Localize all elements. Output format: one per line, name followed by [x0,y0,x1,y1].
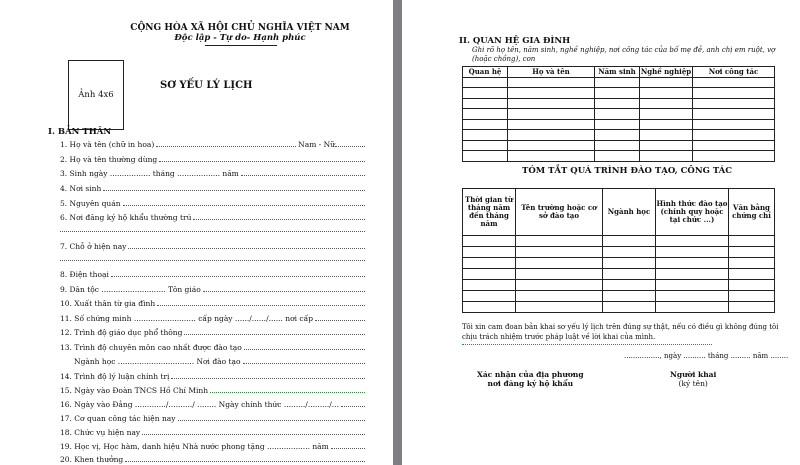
training-table [462,188,775,313]
field-label: 3. Sinh ngày ................. tháng .................. năm [60,169,239,178]
field-row [60,267,365,279]
field-row [60,210,365,222]
field-tail: Nam - Nữ [298,140,335,149]
column-header: Nơi công tác [693,67,775,78]
section-heading-training: TÓM TẮT QUÁ TRÌNH ĐÀO TẠO, CÔNG TÁC [522,166,733,176]
republic-heading: CỘNG HÒA XÃ HỘI CHỦ NGHĨA VIỆT NAM [130,23,350,33]
field-row [60,166,365,178]
column-header: Ngành học [603,189,656,236]
motto: Độc lập - Tự do- Hạnh phúc [174,33,306,43]
field-row [60,452,365,464]
declarer-title: Người khai [670,370,717,379]
field-row [60,239,365,251]
photo-label: Ảnh 4x6 [78,90,114,100]
local-confirmation [477,370,584,388]
field-row [60,340,365,352]
field-row [60,369,365,381]
field-label: 18. Chức vụ hiện nay [60,428,141,437]
field-label: 7. Chỗ ở hiện nay [60,242,127,251]
table-row [463,109,775,120]
commitment-statement: Tôi xin cam đoan bản khai sơ yếu lý lịch trên đúng sự thật, nếu có điều gì không đúng tôi chịu trách nhiệm trước pháp luật về lời khai của mình. [462,323,779,341]
column-header: Quan hệ [463,67,508,78]
photo-placeholder [68,60,124,130]
column-header: Thời gian từ tháng năm đến tháng năm [463,189,516,236]
column-header: Tên trường hoặc cơ sở đào tạo [516,189,603,236]
field-label: 14. Trình độ lý luận chính trị [60,372,170,381]
document-title: SƠ YẾU LÝ LỊCH [160,80,253,91]
field-label: 15. Ngày vào Đoàn TNCS Hồ Chí Minh [60,386,209,395]
date-line: ................, ngày .......... tháng ......... năm ........ [624,352,789,360]
table-header-row [463,67,775,78]
table-row [463,291,775,302]
field-label: 16. Ngày vào Đảng ............./........../ ........ Ngày chính thức ........./........./... [60,400,339,409]
table-row [463,269,775,280]
field-label: 11. Số chứng minh .......................... cấp ngày ....../....../...... nơi cấp [60,314,314,323]
field-row [60,383,365,395]
table-row [463,302,775,313]
table-row [463,98,775,109]
field-row [60,311,365,323]
continuation-line [60,259,365,261]
column-header: Hình thức đào tạo (chính quy hoặc tại chức ...) [656,189,729,236]
motto-underline [205,45,277,46]
table-row [463,140,775,151]
field-label: 13. Trình độ chuyên môn cao nhất được đào tạo [60,343,242,352]
field-label: 6. Nơi đăng ký hộ khẩu thường trú [60,213,192,222]
table-row [463,280,775,291]
field-label: 20. Khen thưởng [60,455,124,464]
column-header: Văn bằng chứng chỉ [729,189,775,236]
confirm-line-1: Xác nhận của địa phương [477,370,584,379]
field-label: Ngành học ................................ Nơi đào tạo [74,357,241,366]
field-label: 8. Điện thoại [60,270,109,279]
field-label: 19. Học vị, Học hàm, danh hiệu Nhà nước phong tặng .................. năm [60,442,329,451]
field-label: 1. Họ và tên (chữ in hoa) [60,140,155,149]
section-heading-family: II. QUAN HỆ GIA ĐÌNH [459,36,571,46]
field-row [60,152,365,164]
field-row [60,397,365,409]
declarer-sign-note: (ký tên) [678,379,708,388]
field-label: 17. Cơ quan công tác hiện nay [60,414,176,423]
field-label: 5. Nguyên quán [60,199,121,208]
confirm-line-2: nơi đăng ký hộ khẩu [487,379,574,388]
continuation-line [60,230,365,232]
table-row [463,151,775,162]
field-row [60,425,365,437]
field-row [74,354,365,366]
field-label: 9. Dân tộc ........................... Tôn giáo [60,285,201,294]
column-header: Nghề nghiệp [640,67,692,77]
field-row [60,325,365,337]
family-table [462,66,775,162]
column-header: Họ và tên [508,67,595,78]
section-family-note: Ghi rõ họ tên, năm sinh, nghề nghiệp, nơi công tác của bố mẹ đẻ, anh chị em ruột, vợ (hoặc chồng), con [472,46,776,63]
field-row [60,196,365,208]
field-row [60,181,365,193]
field-label: 2. Họ và tên thường dùng [60,155,158,164]
table-row [463,88,775,99]
document-page-1 [0,0,393,465]
table-header-row [463,189,775,236]
field-row [60,439,365,451]
field-row [60,411,365,423]
field-label: 12. Trình độ giáo dục phổ thông [60,328,183,337]
table-row [463,130,775,141]
section-heading-ban-than: I. BẢN THÂN [48,127,112,137]
table-row [463,247,775,258]
field-row [60,137,365,149]
page-gutter [393,0,402,465]
table-row [463,236,775,247]
field-label: 10. Xuất thân từ gia đình [60,299,156,308]
column-header: Năm sinh [595,67,640,78]
declarer-signature [670,370,716,388]
field-row [60,296,365,308]
document-page-2 [402,0,800,465]
field-row [60,282,365,294]
table-row [463,77,775,88]
table-row [463,258,775,269]
field-label: 4. Nơi sinh [60,184,102,193]
commitment-underline [462,343,712,345]
table-row [463,119,775,130]
